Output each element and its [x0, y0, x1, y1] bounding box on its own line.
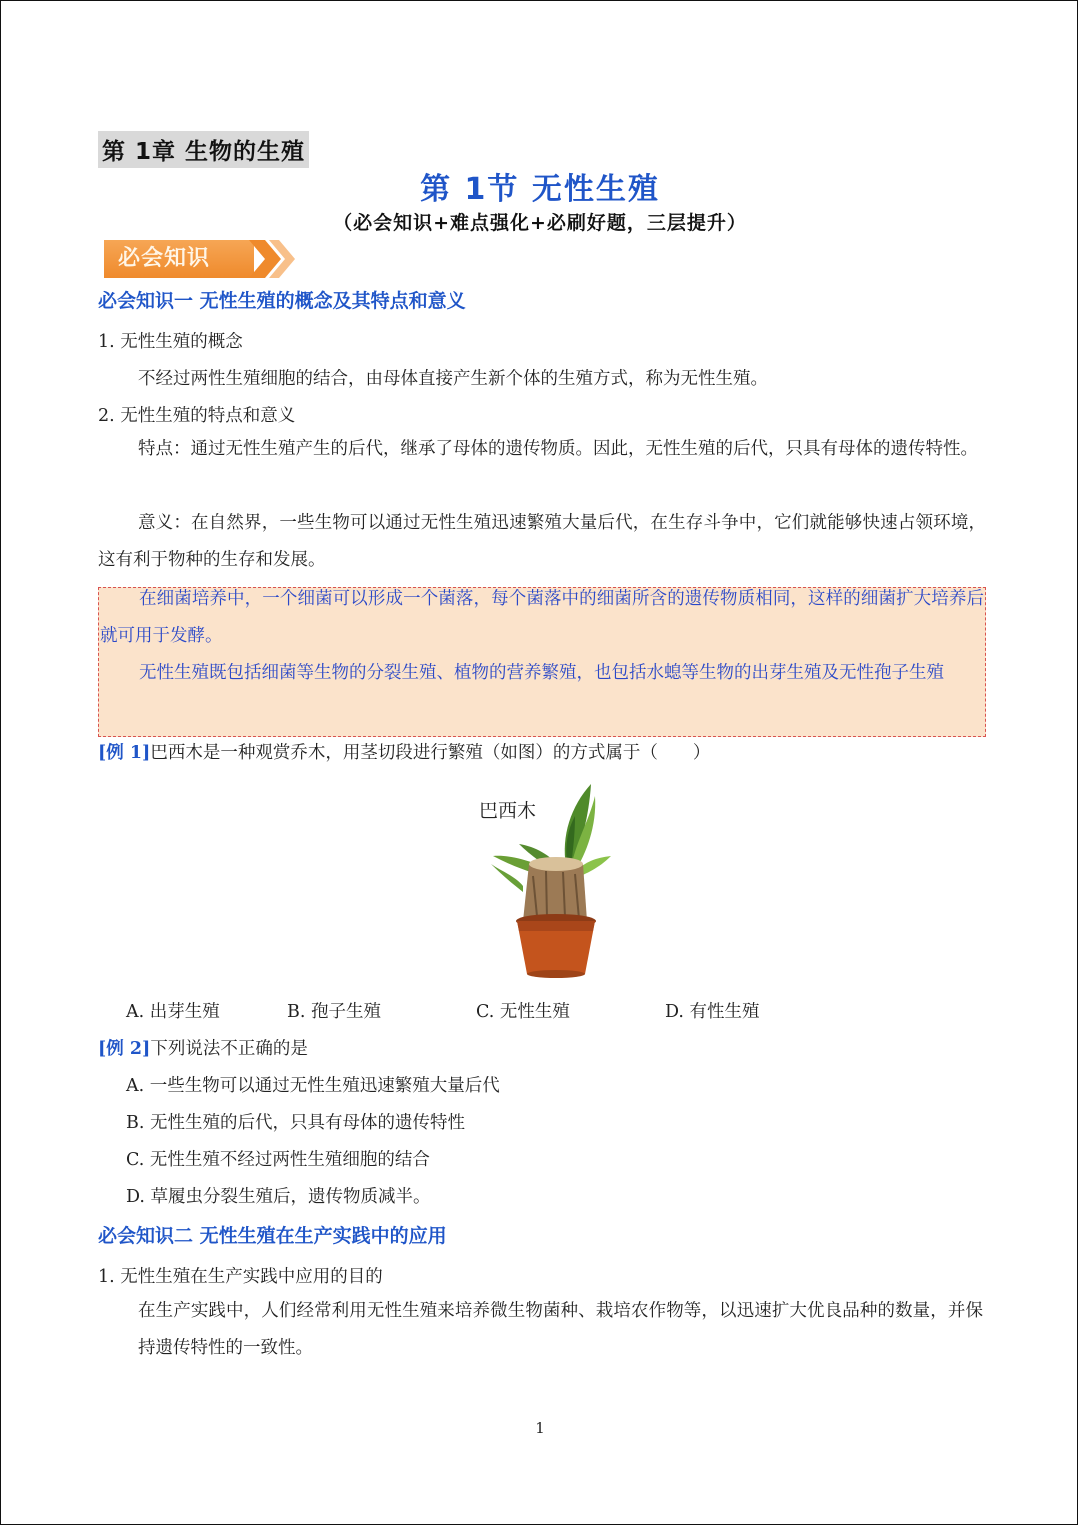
page-number: 1 — [535, 1419, 545, 1437]
example-1 — [98, 739, 710, 764]
ex2-option-c: C. 无性生殖不经过两性生殖细胞的结合 — [126, 1150, 430, 1170]
k1-item2-title: 2. 无性生殖的特点和意义 — [98, 406, 296, 426]
example-1-question: 巴西木是一种观赏乔木，用茎切段进行繁殖（如图）的方式属于（ ） — [150, 743, 711, 763]
ex2-option-b: B. 无性生殖的后代，只具有母体的遗传特性 — [126, 1113, 465, 1133]
knowledge-2-heading: 必会知识二 无性生殖在生产实践中的应用 — [98, 1225, 447, 1247]
k1-item1-text: 不经过两性生殖细胞的结合，由母体直接产生新个体的生殖方式，称为无性生殖。 — [138, 369, 768, 389]
ex2-option-d: D. 草履虫分裂生殖后，遗传物质减半。 — [126, 1187, 431, 1207]
ex1-option-d: D. 有性生殖 — [665, 1002, 760, 1022]
section-title: 第 1节 无性生殖 — [420, 172, 660, 207]
k1-meaning-paragraph: 意义：在自然界，一些生物可以通过无性生殖迅速繁殖大量后代，在生存斗争中，它们就能够快速占领环境，这有利于物种的生存和发展。 — [98, 513, 986, 570]
brazil-wood-plant-image — [471, 776, 621, 981]
ex1-option-b: B. 孢子生殖 — [287, 1002, 381, 1022]
example-2-question: 下列说法不正确的是 — [150, 1039, 308, 1059]
figure-label: 巴西木 — [479, 800, 537, 822]
ex1-option-c: C. 无性生殖 — [476, 1002, 570, 1022]
k2-item1-title: 1. 无性生殖在生产实践中应用的目的 — [98, 1267, 383, 1287]
k2-item1-text: 在生产实践中，人们经常利用无性生殖来培养微生物菌种、栽培农作物等，以迅速扩大优良品种的数量，并保持遗传特性的一致性。 — [138, 1301, 983, 1358]
chapter-title: 第 1章 生物的生殖 — [98, 131, 309, 168]
k1-feature-paragraph: 特点：通过无性生殖产生的后代，继承了母体的遗传物质。因此，无性生殖的后代，只具有母体的遗传特性。 — [138, 439, 978, 459]
example-2 — [98, 1035, 308, 1060]
subtitle: （必会知识+难点强化+必刷好题，三层提升） — [333, 212, 747, 234]
note-asexual-types: 无性生殖既包括细菌等生物的分裂生殖、植物的营养繁殖，也包括水螅等生物的出芽生殖及无性孢子生殖 — [139, 663, 944, 683]
banner-chevron-icon — [247, 240, 303, 278]
knowledge-1-heading: 必会知识一 无性生殖的概念及其特点和意义 — [98, 290, 466, 312]
example-1-tag: [例 1] — [98, 743, 151, 763]
example-2-tag: [例 2] — [98, 1039, 151, 1059]
note-bacteria-culture: 在细菌培养中，一个细菌可以形成一个菌落，每个菌落中的细菌所含的遗传物质相同，这样的细菌扩大培养后就可用于发酵。 — [100, 589, 984, 646]
k1-item1-title: 1. 无性生殖的概念 — [98, 332, 243, 352]
knowledge-banner: 必会知识 — [104, 240, 254, 278]
ex1-option-a: A. 出芽生殖 — [126, 1002, 220, 1022]
ex2-option-a: A. 一些生物可以通过无性生殖迅速繁殖大量后代 — [126, 1076, 500, 1096]
